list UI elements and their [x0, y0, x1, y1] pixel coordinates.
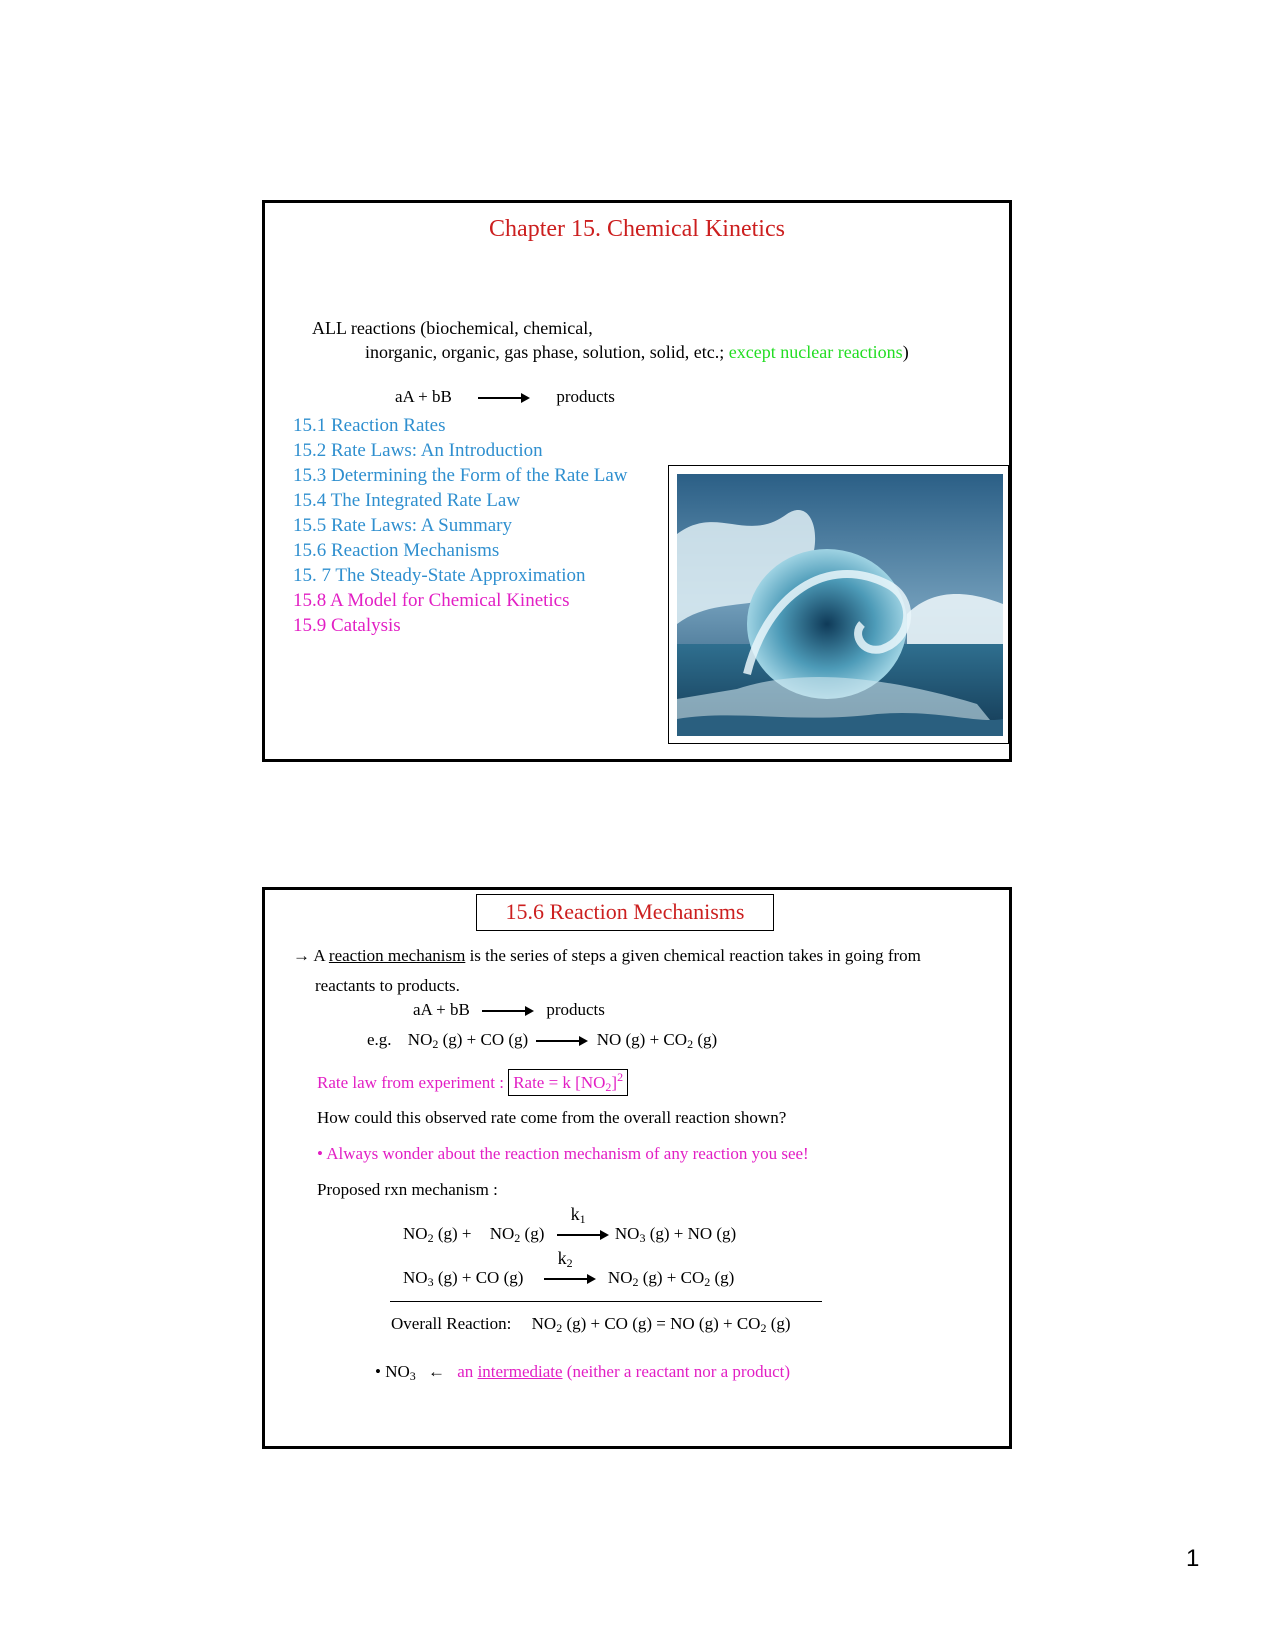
rate-constant: k	[557, 1248, 567, 1269]
slide1-intro-line1: ALL reactions (biochemical, chemical,	[312, 318, 593, 338]
definition-line1	[293, 946, 921, 966]
left-arrow-icon: ←	[428, 1362, 446, 1381]
subscript: 3	[639, 1231, 646, 1245]
formula: (g) +	[437, 1224, 472, 1243]
question-text: How could this observed rate come from the overall reaction shown?	[317, 1108, 787, 1127]
formula: (g)	[524, 1224, 545, 1243]
rate-law-box	[508, 1069, 628, 1096]
superscript: 2	[617, 1070, 624, 1084]
intermediate-an: an	[457, 1362, 474, 1381]
formula: NO	[531, 1314, 557, 1333]
toc-item: 15.9 Catalysis	[293, 615, 401, 636]
formula: (g) + NO (g)	[649, 1224, 737, 1243]
sum-divider-line	[390, 1301, 822, 1302]
rate-law-text: ]	[611, 1073, 618, 1092]
rate-constant-arrow-icon	[557, 1204, 609, 1240]
toc-item: 15.8 A Model for Chemical Kinetics	[293, 590, 570, 611]
formula: NO	[403, 1268, 428, 1287]
intermediate-term: intermediate	[477, 1362, 563, 1381]
rate-law-label: Rate law from experiment :	[317, 1073, 504, 1092]
rate-constant: k	[570, 1204, 580, 1225]
formula: NO (g) + CO	[596, 1030, 688, 1049]
intro-highlight: except nuclear reactions	[728, 342, 903, 362]
toc-item: 15.2 Rate Laws: An Introduction	[293, 440, 543, 461]
slide1-title: Chapter 15. Chemical Kinetics	[489, 216, 785, 242]
slide2-title-box: 15.6 Reaction Mechanisms	[476, 894, 774, 931]
page-number: 1	[1186, 1545, 1200, 1572]
general-lhs: aA + bB	[413, 1000, 470, 1019]
rate-constant-arrow-icon	[544, 1248, 596, 1284]
mechanism-step-1	[403, 1204, 823, 1248]
formula: (g) + CO (g)	[442, 1030, 529, 1049]
intermediate-note	[375, 1362, 790, 1384]
subscript: 2	[632, 1275, 639, 1289]
slide1-general-reaction	[395, 387, 615, 407]
wonder-text: • Always wonder about the reaction mechanism of any reaction you see!	[317, 1144, 809, 1163]
formula: • NO	[375, 1362, 410, 1381]
proposed-label: Proposed rxn mechanism :	[317, 1180, 498, 1199]
formula: (g) + CO (g) = NO (g) + CO	[566, 1314, 761, 1333]
subscript: 2	[427, 1231, 434, 1245]
reaction-arrow-icon	[478, 393, 530, 403]
intro-close: )	[902, 342, 909, 362]
definition-article: A	[313, 946, 325, 965]
rate-law-line	[317, 1070, 628, 1095]
reaction-lhs: aA + bB	[395, 387, 452, 406]
slide1-intro-line2	[365, 342, 909, 363]
rate-law-text: Rate = k [NO	[513, 1073, 606, 1092]
subscript: 3	[427, 1275, 434, 1289]
wave-photo-frame	[668, 465, 1009, 744]
subscript: 2	[566, 1256, 573, 1271]
definition-line2: reactants to products.	[315, 976, 460, 995]
toc-item: 15.5 Rate Laws: A Summary	[293, 515, 513, 536]
subscript: 2	[432, 1037, 439, 1051]
subscript: 2	[760, 1321, 767, 1335]
example-label: e.g.	[367, 1030, 392, 1049]
subscript: 2	[704, 1275, 711, 1289]
mechanism-step-2	[403, 1248, 823, 1292]
subscript: 2	[556, 1321, 563, 1335]
slide-reaction-mechanisms	[262, 887, 1012, 1449]
bullet-arrow-icon: →	[293, 946, 310, 965]
reaction-arrow-icon	[536, 1036, 588, 1046]
formula: (g)	[714, 1268, 735, 1287]
subscript: 2	[514, 1231, 521, 1245]
formula: NO	[614, 1224, 640, 1243]
slide-chemical-kinetics	[262, 200, 1012, 762]
formula: (g)	[697, 1030, 718, 1049]
intermediate-text: (neither a reactant nor a product)	[566, 1362, 791, 1381]
subscript: 3	[409, 1369, 416, 1383]
formula: (g) + CO	[642, 1268, 705, 1287]
overall-reaction	[391, 1314, 791, 1336]
formula: NO	[407, 1030, 433, 1049]
intro-text: inorganic, organic, gas phase, solution, solid, etc.;	[365, 342, 729, 362]
formula: NO	[607, 1268, 633, 1287]
toc-item: 15.6 Reaction Mechanisms	[293, 540, 500, 561]
reaction-rhs: products	[556, 387, 615, 406]
example-reaction	[367, 1030, 717, 1052]
reaction-arrow-icon	[482, 1006, 534, 1016]
general-reaction	[413, 1000, 605, 1020]
ocean-wave-photo-icon	[677, 474, 1003, 736]
formula: NO	[403, 1224, 428, 1243]
toc-item: 15.3 Determining the Form of the Rate Law	[293, 465, 628, 486]
formula: (g) + CO (g)	[437, 1268, 524, 1287]
slide1-toc	[293, 413, 628, 638]
toc-item: 15.4 The Integrated Rate Law	[293, 490, 521, 511]
definition-term: reaction mechanism	[328, 946, 466, 965]
definition-text: is the series of steps a given chemical reaction takes in going from	[469, 946, 921, 965]
formula: NO	[489, 1224, 515, 1243]
general-rhs: products	[546, 1000, 605, 1019]
subscript: 2	[605, 1080, 612, 1094]
subscript: 1	[579, 1212, 586, 1227]
subscript: 2	[687, 1037, 694, 1051]
toc-item: 15.1 Reaction Rates	[293, 415, 446, 436]
formula: (g)	[770, 1314, 791, 1333]
toc-item: 15. 7 The Steady-State Approximation	[293, 565, 586, 586]
overall-label: Overall Reaction:	[391, 1314, 512, 1333]
